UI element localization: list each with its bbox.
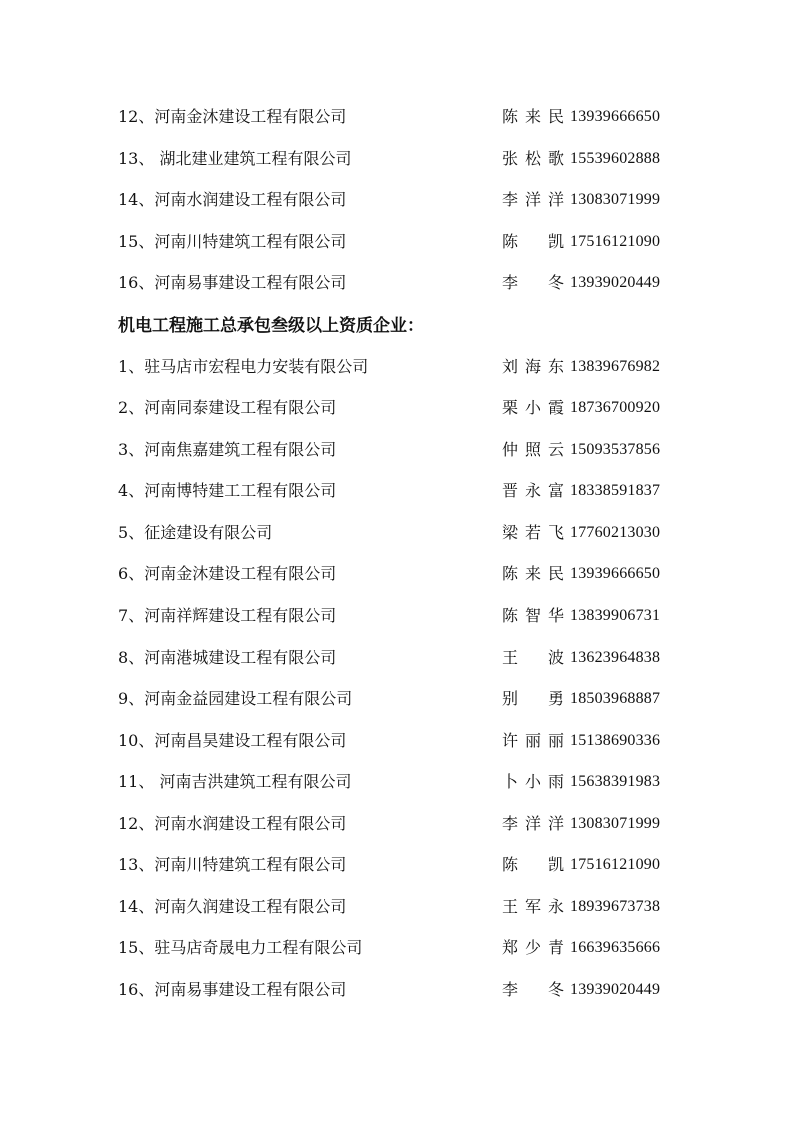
contact-person: 李洋洋 (502, 814, 564, 833)
list-item (118, 102, 678, 132)
item-number: 15 (118, 938, 139, 957)
company-name: 湖北建业建筑工程有限公司 (154, 149, 352, 168)
company-name: 河南吉洪建筑工程有限公司 (154, 772, 352, 791)
list-item (118, 933, 678, 963)
contact-phone: 15638391983 (570, 773, 661, 790)
company-name: 河南昌昊建设工程有限公司 (154, 731, 347, 750)
item-separator: 、 (128, 648, 145, 667)
item-separator: 、 (138, 814, 155, 833)
item-number: 1 (118, 357, 129, 376)
list-item (118, 726, 678, 756)
item-separator: 、 (128, 398, 145, 417)
item-number: 5 (118, 523, 129, 542)
company-name: 征途建设有限公司 (144, 523, 273, 542)
contact-person: 陈凯 (502, 232, 564, 251)
item-number: 2 (118, 398, 129, 417)
item-number: 13 (118, 149, 139, 168)
contact-phone: 15539602888 (570, 150, 661, 167)
list-item (118, 435, 678, 465)
item-number: 6 (118, 564, 129, 583)
item-number: 9 (118, 689, 129, 708)
item-number: 12 (118, 814, 139, 833)
contact-person: 仲照云 (502, 440, 564, 459)
item-separator: 、 (128, 440, 145, 459)
item-separator: 、 (138, 273, 155, 292)
company-name: 河南博特建工工程有限公司 (144, 481, 337, 500)
item-separator: 、 (128, 564, 145, 583)
company-name: 河南金益园建设工程有限公司 (144, 689, 353, 708)
item-number: 3 (118, 440, 129, 459)
contact-person: 王波 (502, 648, 564, 667)
contact-person: 李洋洋 (502, 190, 564, 209)
item-separator: 、 (138, 731, 155, 750)
item-number: 15 (118, 232, 139, 251)
contact-person: 许丽丽 (502, 731, 564, 750)
list-item (118, 393, 678, 423)
item-number: 12 (118, 107, 139, 126)
company-name: 河南水润建设工程有限公司 (154, 814, 347, 833)
contact-phone: 13839906731 (570, 607, 661, 624)
list-item (118, 767, 678, 797)
company-name: 河南水润建设工程有限公司 (154, 190, 347, 209)
item-separator: 、 (128, 481, 145, 500)
item-separator: 、 (138, 980, 155, 999)
company-name: 河南川特建筑工程有限公司 (154, 232, 347, 251)
contact-phone: 15093537856 (570, 441, 661, 458)
contact-person: 张松歌 (502, 149, 564, 168)
list-item (118, 684, 678, 714)
item-separator: 、 (138, 897, 155, 916)
contact-phone: 13939666650 (570, 565, 661, 582)
contact-person: 别勇 (502, 689, 564, 708)
contact-phone: 13839676982 (570, 358, 661, 375)
list-item (118, 268, 678, 298)
contact-phone: 13939666650 (570, 108, 661, 125)
company-name: 河南金沐建设工程有限公司 (144, 564, 337, 583)
contact-person: 晋永富 (502, 481, 564, 500)
item-separator: 、 (138, 107, 155, 126)
contact-phone: 13939020449 (570, 981, 661, 998)
contact-phone: 17516121090 (570, 856, 661, 873)
contact-phone: 17760213030 (570, 524, 661, 541)
list-item (118, 975, 678, 1005)
contact-person: 陈来民 (502, 564, 564, 583)
contact-phone: 13083071999 (570, 191, 661, 208)
contact-person: 栗小霞 (502, 398, 564, 417)
contact-person: 陈凯 (502, 855, 564, 874)
item-number: 4 (118, 481, 129, 500)
list-item (118, 185, 678, 215)
item-number: 14 (118, 897, 139, 916)
company-name: 河南易事建设工程有限公司 (154, 273, 347, 292)
item-separator: 、 (138, 855, 155, 874)
company-name: 驻马店市宏程电力安装有限公司 (144, 357, 369, 376)
contact-phone: 15138690336 (570, 732, 661, 749)
item-separator: 、 (128, 523, 145, 542)
contact-person: 陈智华 (502, 606, 564, 625)
contact-person: 陈来民 (502, 107, 564, 126)
list-item (118, 643, 678, 673)
company-name: 河南焦嘉建筑工程有限公司 (144, 440, 337, 459)
contact-person: 梁若飞 (502, 523, 564, 542)
item-number: 16 (118, 980, 139, 999)
contact-person: 卜小雨 (502, 772, 564, 791)
list-item (118, 227, 678, 257)
item-number: 16 (118, 273, 139, 292)
list-item (118, 892, 678, 922)
item-number: 8 (118, 648, 129, 667)
contact-phone: 18338591837 (570, 482, 661, 499)
list-item (118, 850, 678, 880)
list-item (118, 809, 678, 839)
item-number: 13 (118, 855, 139, 874)
item-number: 10 (118, 731, 139, 750)
item-separator: 、 (138, 190, 155, 209)
contact-phone: 13939020449 (570, 274, 661, 291)
contact-phone: 17516121090 (570, 233, 661, 250)
item-number: 14 (118, 190, 139, 209)
company-name: 河南金沐建设工程有限公司 (154, 107, 347, 126)
list-item (118, 352, 678, 382)
list-item (118, 518, 678, 548)
item-number: 11 (118, 772, 139, 791)
contact-person: 郑少青 (502, 938, 564, 957)
contact-phone: 18939673738 (570, 898, 661, 915)
contact-person: 王军永 (502, 897, 564, 916)
item-number: 7 (118, 606, 129, 625)
list-item (118, 144, 678, 174)
item-separator: 、 (128, 357, 145, 376)
contact-phone: 16639635666 (570, 939, 661, 956)
item-separator: 、 (138, 232, 155, 251)
company-name: 河南川特建筑工程有限公司 (154, 855, 347, 874)
contact-phone: 13083071999 (570, 815, 661, 832)
company-name: 河南易事建设工程有限公司 (154, 980, 347, 999)
company-name: 河南同泰建设工程有限公司 (144, 398, 337, 417)
contact-person: 李冬 (502, 273, 564, 292)
contact-person: 刘海东 (502, 357, 564, 376)
contact-phone: 18503968887 (570, 690, 661, 707)
contact-person: 李冬 (502, 980, 564, 999)
list-item (118, 601, 678, 631)
item-separator: 、 (138, 772, 155, 791)
item-separator: 、 (138, 938, 155, 957)
item-separator: 、 (128, 606, 145, 625)
company-name: 河南久润建设工程有限公司 (154, 897, 347, 916)
list-item (118, 476, 678, 506)
contact-phone: 13623964838 (570, 649, 661, 666)
section-heading: 机电工程施工总承包叁级以上资质企业： (118, 316, 424, 336)
company-name: 河南港城建设工程有限公司 (144, 648, 337, 667)
item-separator: 、 (138, 149, 155, 168)
item-separator: 、 (128, 689, 145, 708)
list-item (118, 559, 678, 589)
company-name: 驻马店奇晟电力工程有限公司 (154, 938, 363, 957)
company-name: 河南祥辉建设工程有限公司 (144, 606, 337, 625)
contact-phone: 18736700920 (570, 399, 661, 416)
